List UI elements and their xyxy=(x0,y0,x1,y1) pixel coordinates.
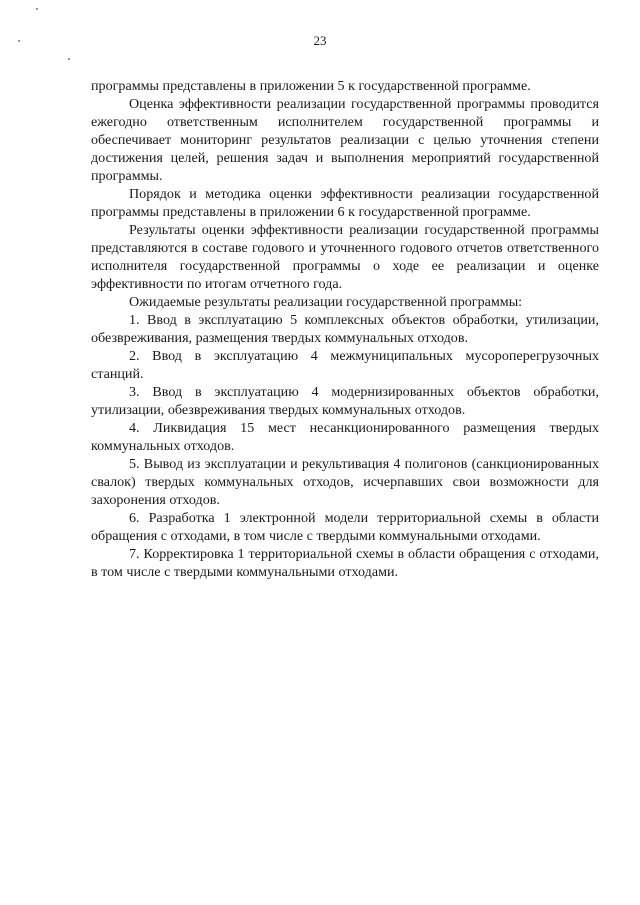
list-item: 7. Корректировка 1 территориальной схемы в области обращения с отходами, в том числе с твердыми коммунальными отходами. xyxy=(91,546,599,580)
document-body xyxy=(91,77,599,581)
scan-speck xyxy=(18,40,20,42)
list-item: 6. Разработка 1 электронной модели территориальной схемы в области обращения с отходами, в том числе с твердыми коммунальными отходами. xyxy=(91,510,599,544)
scan-speck xyxy=(36,8,38,10)
paragraph-continuation: программы представлены в приложении 5 к государственной программе. xyxy=(91,78,531,94)
paragraph-expected-results-heading: Ожидаемые результаты реализации государственной программы: xyxy=(129,294,523,310)
scan-speck xyxy=(68,58,70,60)
list-item: 5. Вывод из эксплуатации и рекультивация 4 полигонов (санкционированных свалок) твердых коммунальных отходов, исчерпавших свои возможности для захоронения отходов. xyxy=(91,456,599,508)
list-item: 4. Ликвидация 15 мест несанкционированного размещения твердых коммунальных отходов. xyxy=(91,420,599,454)
list-item: 3. Ввод в эксплуатацию 4 модернизированных объектов обработки, утилизации, обезвреживания твердых коммунальных отходов. xyxy=(91,384,599,418)
paragraph-results-reporting: Результаты оценки эффективности реализации государственной программы представляются в составе годового и уточненного годового отчетов ответственного исполнителя государственной программы о ходе ее реализации и оценке эффективности по итогам отчетного года. xyxy=(91,222,599,292)
paragraph-evaluation: Оценка эффективности реализации государственной программы проводится ежегодно ответственным исполнителем государственной программы и обеспечивает мониторинг результатов реализации с целью уточнения степени достижения целей, решения задач и выполнения мероприятий государственной программы. xyxy=(91,96,599,184)
paragraph-methodology: Порядок и методика оценки эффективности реализации государственной программы представлены в приложении 6 к государственной программе. xyxy=(91,186,599,220)
list-item: 2. Ввод в эксплуатацию 4 межмуниципальных мусороперегрузочных станций. xyxy=(91,348,599,382)
list-item: 1. Ввод в эксплуатацию 5 комплексных объектов обработки, утилизации, обезвреживания, размещения твердых коммунальных отходов. xyxy=(91,312,599,346)
page-number: 23 xyxy=(313,33,327,48)
